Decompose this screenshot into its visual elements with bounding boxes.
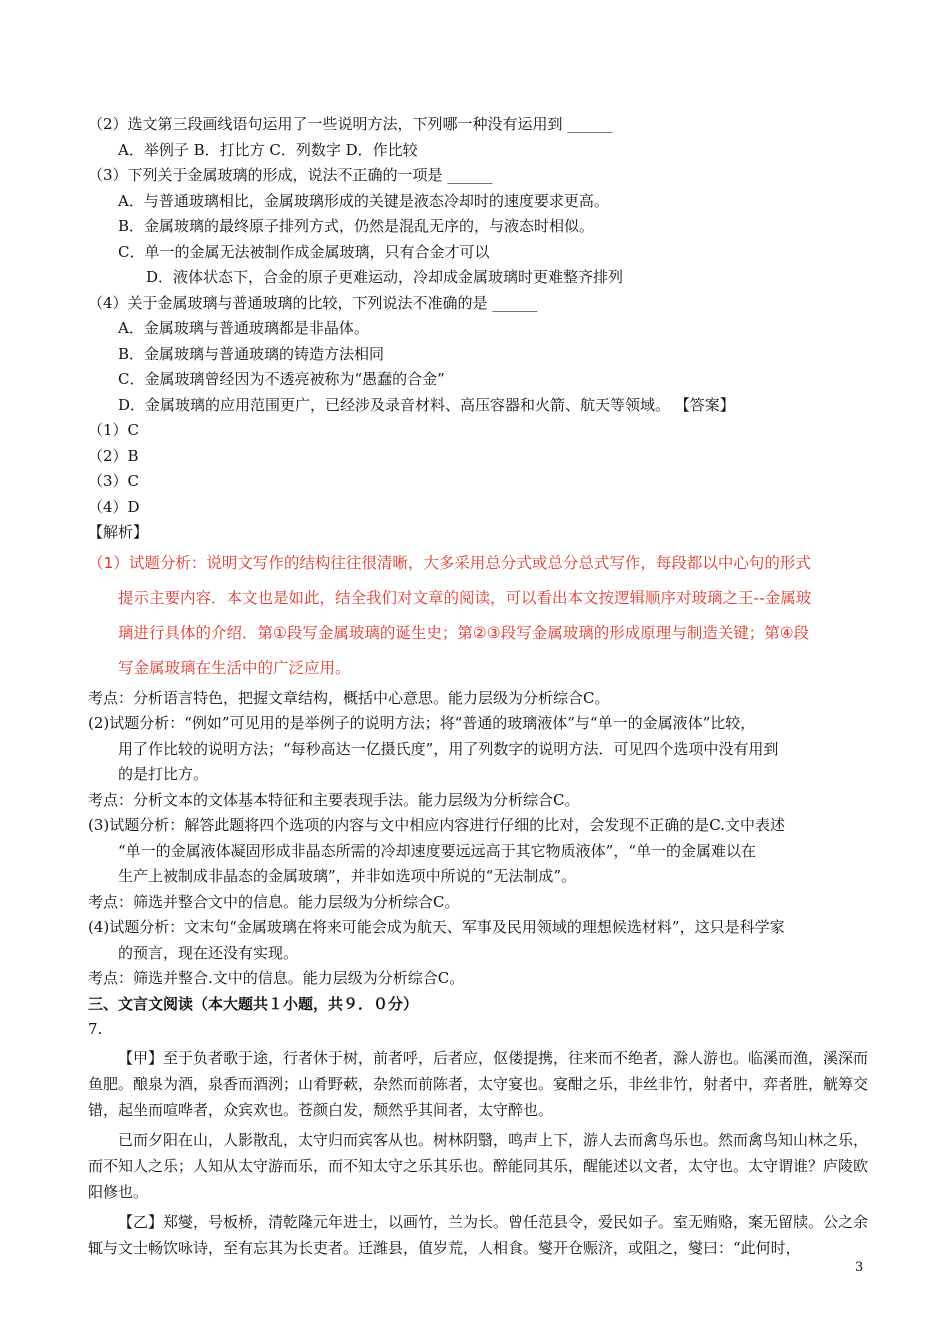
analysis-1-line-2: 提示主要内容．本文也是如此，结全我们对文章的阅读，可以看出本文按逻辑顺序对玻璃之王--金属玻 — [118, 588, 812, 607]
analysis-2-line-2: 用了作比较的说明方法；“每秒高达一亿摄氏度”，用了列数字的说明方法．可见四个选项中没有用到 — [118, 739, 779, 758]
answer-2: （2）B — [88, 446, 139, 465]
page-content — [88, 112, 878, 1265]
kaodian-4: 考点：筛选并整合.文中的信息。能力层级为分析综合C。 — [88, 969, 465, 987]
passage-yi-paragraph-1: 【乙】郑燮，号板桥，清乾隆元年进士，以画竹，兰为长。曾任范县令，爱民如子。室无贿赂，案无留牍。公之余辄与文士畅饮咏诗，至有忘其为长吏者。迁潍县，值岁荒，人相食。燮开仓赈济，或阻之，燮曰：“此何时， — [88, 1212, 869, 1257]
analysis-1-line-4: 写金属玻璃在生活中的广泛应用。 — [118, 658, 351, 677]
analysis-heading: 【解析】 — [88, 523, 149, 541]
passage-jia-paragraph-1: 【甲】至于负者歌于途，行者休于树，前者呼，后者应，伛偻提携，往来而不绝者，滁人游也。临溪而渔，溪深而鱼肥。酿泉为酒，泉香而酒洌；山肴野蔌，杂然而前陈者，太守宴也。宴酣之乐，非丝非竹，射者中，弈者胜，觥筹交错，起坐而喧哗者，众宾欢也。苍颜白发，颓然乎其间者，太守醉也。 — [88, 1048, 869, 1119]
passage-jia-paragraph-2: 已而夕阳在山，人影散乱，太守归而宾客从也。树林阴翳，鸣声上下，游人去而禽鸟乐也。然而禽鸟知山林之乐，而不知人之乐；人知从太守游而乐，而不知太守之乐其乐也。醉能同其乐，醒能述以文者，太守也。太守谓谁？庐陵欧阳修也。 — [88, 1130, 869, 1201]
analysis-2-line-1: (2)试题分析：“例如”可见用的是举例子的说明方法；将“普通的玻璃液体”与“单一的金属液体”比较， — [88, 714, 756, 732]
answer-4: （4）D — [88, 497, 140, 516]
question-4-option-c: C．金属玻璃曾经因为不透亮被称为“愚蠢的合金” — [118, 370, 445, 388]
analysis-4-line-1: (4)试题分析：文末句“金属玻璃在将来可能会成为航天、军事及民用领域的理想候选材料”，这只是科学家 — [88, 918, 785, 936]
kaodian-2: 考点：分析文本的文体基本特征和主要表现手法。能力层级为分析综合C。 — [88, 790, 580, 809]
question-3-option-b: B．金属玻璃的最终原子排列方式，仍然是混乱无序的，与液态时相似。 — [118, 217, 595, 235]
answer-3: （3）C — [88, 472, 140, 490]
analysis-1-line-1: （1）试题分析：说明文写作的结构往往很清晰，大多采用总分式或总分总式写作，每段都以中心句的形式 — [88, 553, 811, 572]
analysis-3-line-1: (3)试题分析：解答此题将四个选项的内容与文中相应内容进行仔细的比对，会发现不正确的是C.文中表述 — [88, 816, 785, 834]
question-3-option-a: A．与普通玻璃相比，金属玻璃形成的关键是液态冷却时的速度要求更高。 — [118, 191, 609, 210]
kaodian-1: 考点：分析语言特色，把握文章结构，概括中心意思。能力层级为分析综合C。 — [88, 688, 610, 707]
answer-1: （1）C — [88, 421, 140, 439]
section-3-heading: 三、文言文阅读（本大题共１小题，共９．０分） — [88, 994, 419, 1013]
question-4-option-b: B．金属玻璃与普通玻璃的铸造方法相同 — [118, 344, 385, 363]
analysis-2-line-3: 的是打比方。 — [118, 765, 209, 783]
analysis-1-line-3: 璃进行具体的介绍．第①段写金属玻璃的诞生史；第②③段写金属玻璃的形成原理与制造关键；第④段 — [118, 623, 810, 642]
analysis-3-line-3: 生产上被制成非晶态的金属玻璃”，并非如选项中所说的“无法制成”。 — [118, 867, 577, 885]
question-4: （4）关于金属玻璃与普通玻璃的比较，下列说法不准确的是 ______ — [88, 293, 538, 312]
question-2-options: A．举例子 B．打比方 C．列数字 D．作比较 — [118, 140, 418, 159]
analysis-4-line-2: 的预言，现在还没有实现。 — [118, 943, 299, 962]
question-3-option-d: D．液体状态下，合金的原子更难运动，冷却成金属玻璃时更难整齐排列 — [146, 268, 624, 286]
question-2: （2）选文第三段画线语句运用了一些说明方法，下列哪一种没有运用到 ______ — [88, 115, 613, 133]
question-4-option-a: A．金属玻璃与普通玻璃都是非晶体。 — [118, 319, 369, 337]
question-3: （3）下列关于金属玻璃的形成，说法不正确的一项是 ______ — [88, 166, 493, 184]
question-7-number: 7. — [88, 1020, 103, 1038]
question-4-option-d: D．金属玻璃的应用范围更广，已经涉及录音材料、高压容器和火箭、航天等领域。 【答案】 — [118, 395, 735, 414]
question-3-option-c: C．单一的金属无法被制作成金属玻璃，只有合金才可以 — [118, 242, 490, 261]
page-number: 3 — [855, 1260, 864, 1275]
kaodian-3: 考点：筛选并整合文中的信息。能力层级为分析综合C。 — [88, 892, 460, 911]
analysis-3-line-2: “单一的金属液体凝固形成非晶态所需的冷却速度要远远高于其它物质液体”，“单一的金属难以在 — [118, 841, 757, 860]
